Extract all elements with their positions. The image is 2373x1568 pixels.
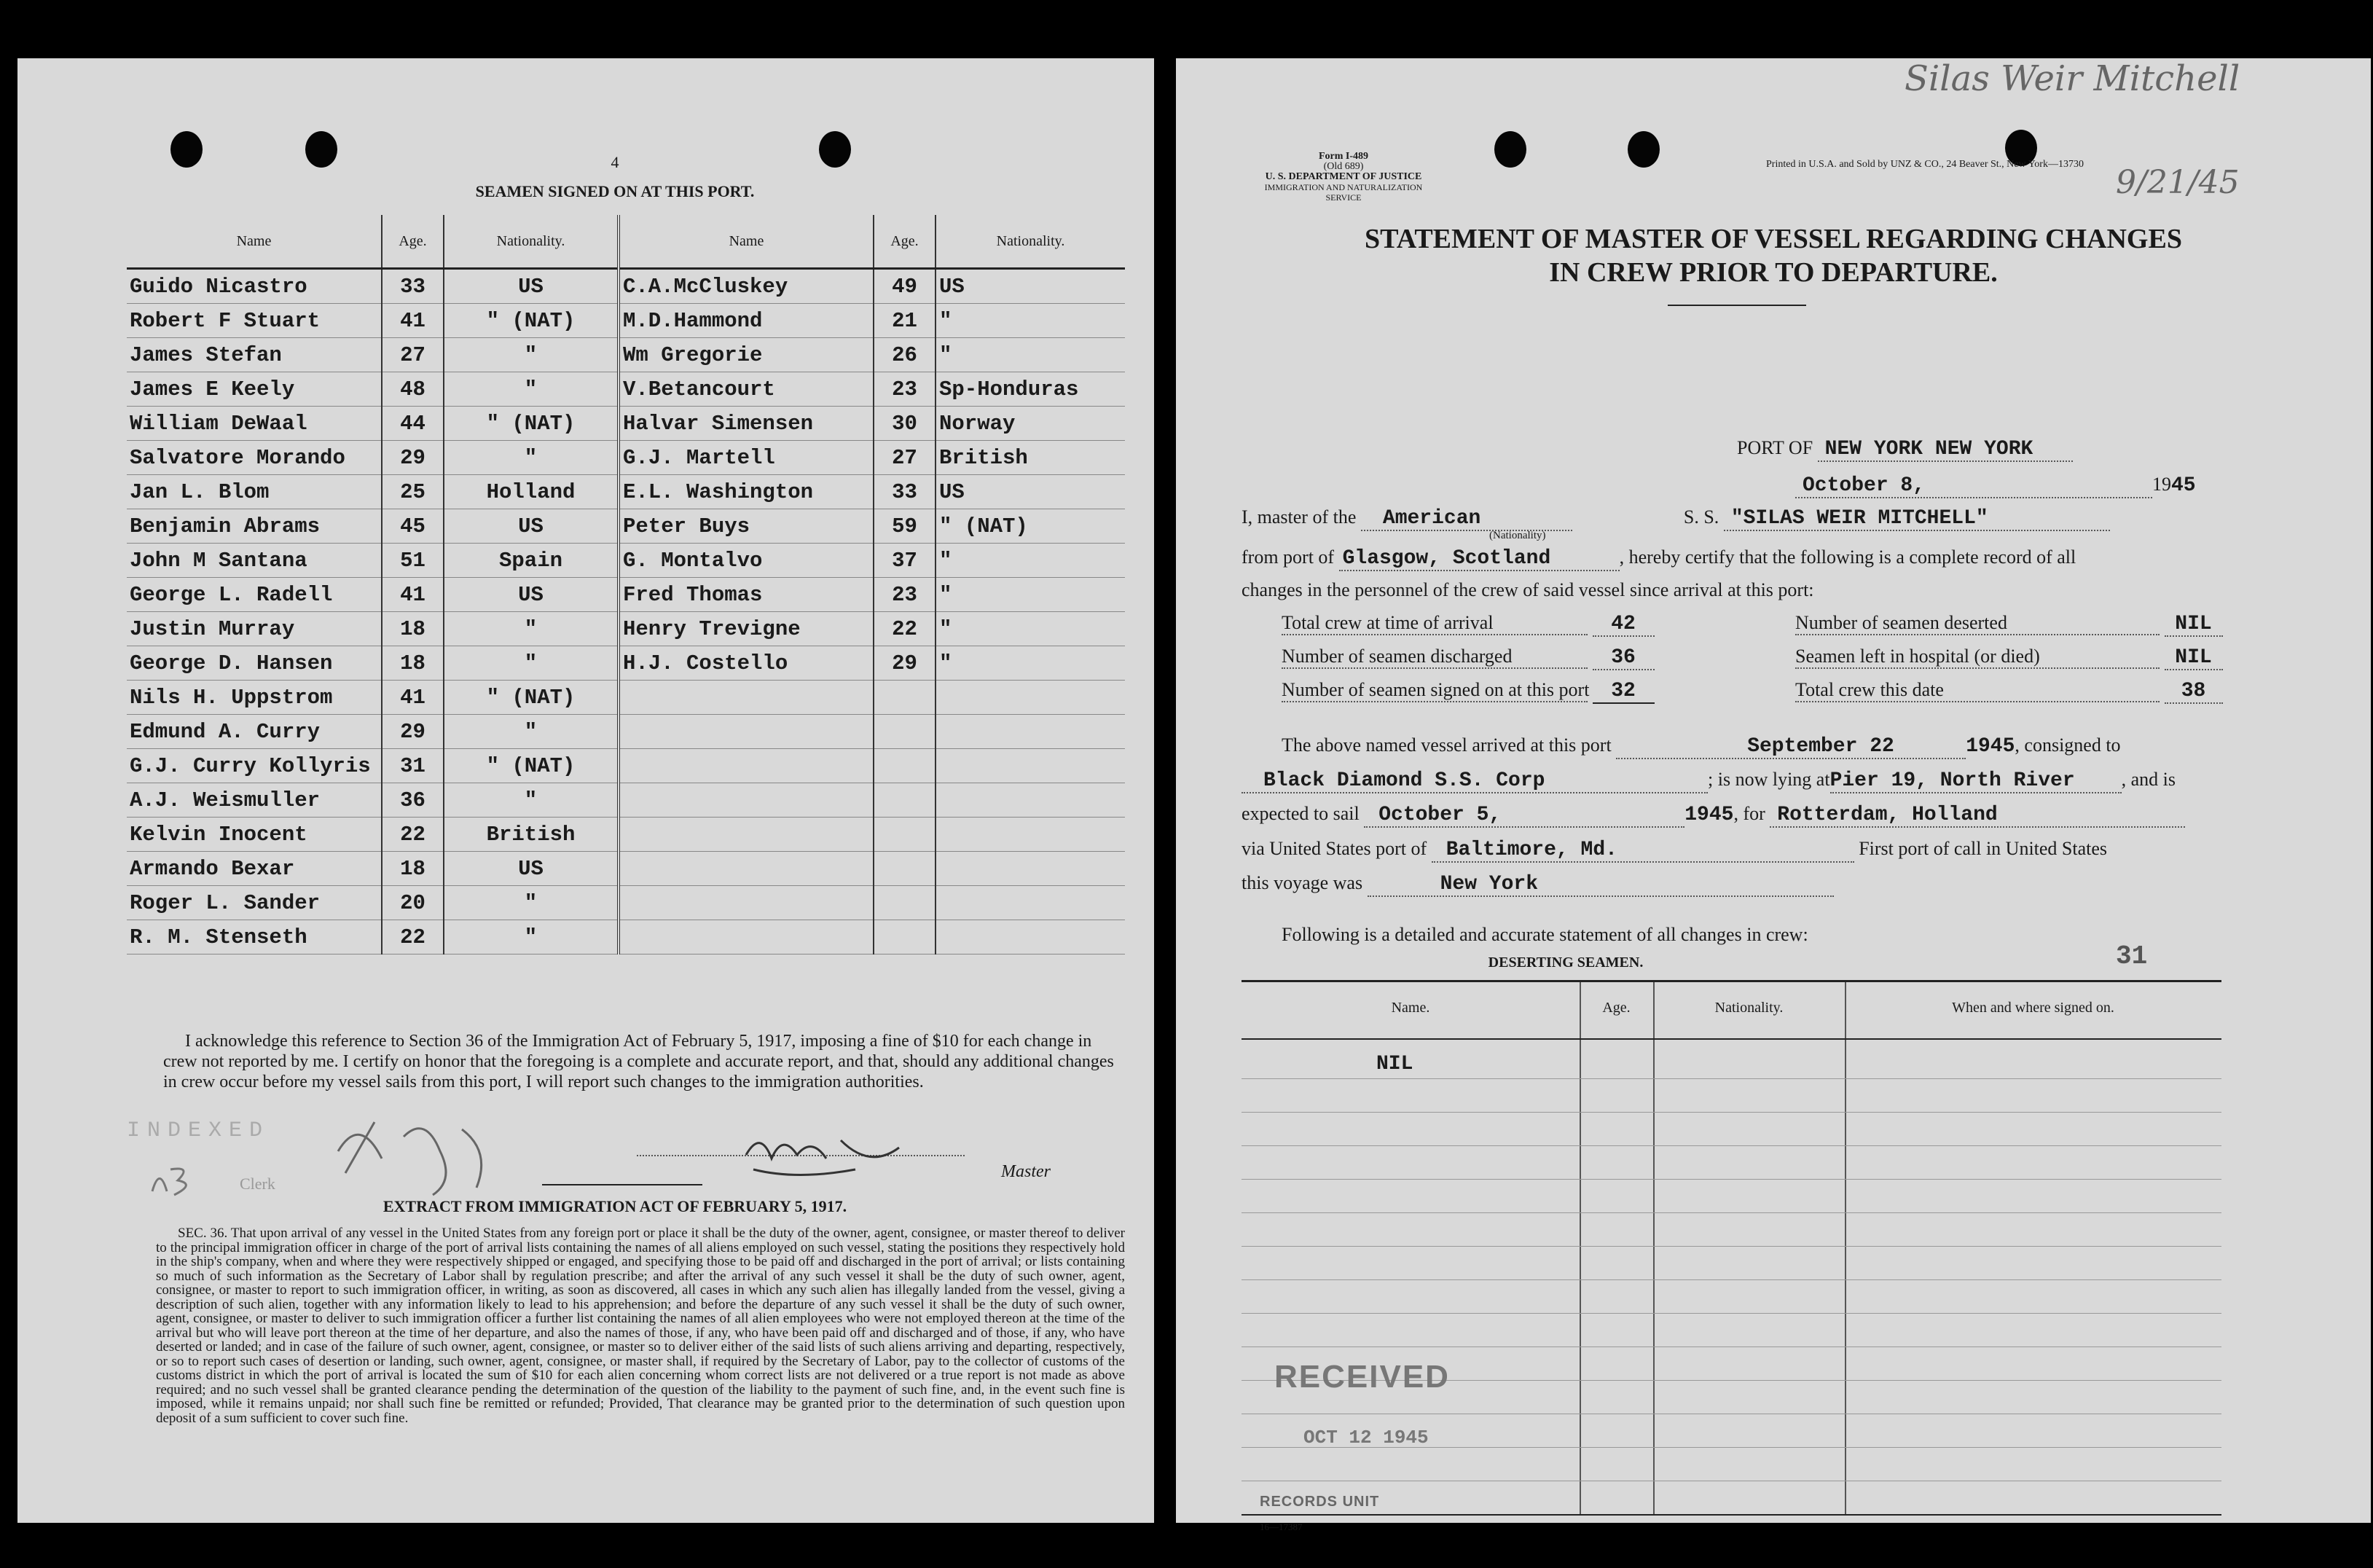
deserted-line (1795, 612, 2223, 637)
crew-nationality-cell (936, 715, 1125, 749)
crew-age-cell: 51 (382, 544, 444, 578)
crew-age-cell: 29 (382, 441, 444, 475)
deserting-header-rule (1242, 1038, 2221, 1040)
form-header (1249, 152, 1438, 203)
crew-age-cell: 49 (874, 269, 936, 304)
crew-name-cell (619, 681, 874, 715)
arrived-value: September 22 (1616, 735, 1966, 759)
deserted-label: Number of seamen deserted (1795, 612, 2160, 635)
discharged-label: Number of seamen discharged (1282, 646, 1588, 669)
consignee-value: Black Diamond S.S. Corp (1242, 769, 1708, 793)
deserting-col-name: Name. (1391, 1000, 1430, 1016)
deserting-col-age: Age. (1602, 1000, 1631, 1016)
table-row (127, 407, 1125, 441)
crew-name-cell: M.D.Hammond (619, 304, 874, 338)
col-header-name: Name (619, 215, 874, 269)
crew-age-cell (874, 715, 936, 749)
page-mark: 31 (2116, 941, 2148, 971)
crew-name-cell: John M Santana (127, 544, 382, 578)
master-of-label: I, master of the (1242, 506, 1357, 528)
crew-nationality-cell: Spain (444, 544, 619, 578)
crew-age-cell: 26 (874, 338, 936, 372)
crew-nationality-cell: " (444, 783, 619, 818)
via-line (1242, 838, 2107, 863)
and-is-text: , and is (2121, 769, 2176, 790)
crew-name-cell (619, 886, 874, 920)
crew-nationality-cell (936, 920, 1125, 954)
crew-nationality-cell: " (936, 646, 1125, 681)
crew-name-cell: H.J. Costello (619, 646, 874, 681)
crew-age-cell: 27 (874, 441, 936, 475)
left-page (17, 58, 1154, 1523)
handwritten-ship-name: Silas Weir Mitchell (1905, 58, 2240, 99)
for-label: , for (1733, 803, 1765, 824)
expected-value: October 5, (1364, 804, 1684, 828)
extract-title: EXTRACT FROM IMMIGRATION ACT OF FEBRUARY 5, 1917. (383, 1197, 847, 1215)
crew-name-cell: Fred Thomas (619, 578, 874, 612)
signed-on-line (1282, 679, 1655, 704)
handwritten-initials (149, 1162, 200, 1199)
crew-age-cell: 22 (382, 818, 444, 852)
arrived-year: 1945 (1966, 735, 2015, 758)
crew-nationality-cell (936, 852, 1125, 886)
printer-line: Printed in U.S.A. and Sold by UNZ & CO., 24 Beaver St., New York—13730 (1766, 159, 2084, 170)
port-of-line (1737, 437, 2073, 462)
lying-label: ; is now lying at (1708, 769, 1830, 790)
crew-name-cell (619, 715, 874, 749)
from-port-line (1242, 546, 2076, 571)
crew-age-cell: 18 (382, 646, 444, 681)
discharged-line (1282, 646, 1655, 670)
right-page (1176, 58, 2371, 1532)
crew-age-cell: 20 (382, 886, 444, 920)
crew-age-cell: 22 (382, 920, 444, 954)
crew-age-cell: 22 (874, 612, 936, 646)
crew-nationality-cell: " (444, 920, 619, 954)
crew-nationality-cell: " (444, 441, 619, 475)
crew-name-cell: Halvar Simensen (619, 407, 874, 441)
signed-on-value: 32 (1593, 680, 1655, 704)
crew-name-cell: George D. Hansen (127, 646, 382, 681)
expected-line (1242, 803, 2185, 828)
via-value: Baltimore, Md. (1432, 839, 1854, 863)
table-row (127, 681, 1125, 715)
crew-nationality-cell: " (936, 578, 1125, 612)
crew-nationality-cell (936, 783, 1125, 818)
date-line (1795, 474, 2196, 498)
signed-on-label: Number of seamen signed on at this port (1282, 679, 1588, 702)
signed-on-table (127, 215, 1125, 954)
table-row (127, 612, 1125, 646)
crew-nationality-cell: British (444, 818, 619, 852)
crew-nationality-cell: " (936, 544, 1125, 578)
table-divider (1653, 982, 1655, 1514)
crew-nationality-cell: " (936, 338, 1125, 372)
signed-on-heading: SEAMEN SIGNED ON AT THIS PORT. (475, 182, 755, 200)
from-port-label: from port of (1242, 546, 1335, 568)
col-header-age: Age. (874, 215, 936, 269)
crew-age-cell (874, 852, 936, 886)
crew-nationality-cell (936, 886, 1125, 920)
crew-name-cell: Benjamin Abrams (127, 509, 382, 544)
table-row (127, 852, 1125, 886)
deserting-row-line (1242, 1279, 2221, 1280)
crew-age-cell: 31 (382, 749, 444, 783)
crew-age-cell: 21 (874, 304, 936, 338)
crew-name-cell: Kelvin Inocent (127, 818, 382, 852)
crew-name-cell: Jan L. Blom (127, 475, 382, 509)
title-line-1: STATEMENT OF MASTER OF VESSEL REGARDING CHANGES (1365, 224, 2182, 254)
punch-hole (1494, 131, 1526, 168)
crew-nationality-cell: Holland (444, 475, 619, 509)
master-label: Master (1001, 1162, 1051, 1181)
ss-label: S. S. (1683, 506, 1719, 528)
table-row (127, 920, 1125, 954)
year-prefix: 19 (2152, 474, 2171, 495)
crew-nationality-cell: " (444, 886, 619, 920)
crew-name-cell: E.L. Washington (619, 475, 874, 509)
deserting-table-bottom (1242, 1514, 2221, 1516)
crew-age-cell (874, 749, 936, 783)
crew-age-cell: 30 (874, 407, 936, 441)
crew-name-cell: William DeWaal (127, 407, 382, 441)
crew-age-cell (874, 681, 936, 715)
crew-name-cell: G. Montalvo (619, 544, 874, 578)
handwritten-date: 9/21/45 (2116, 164, 2240, 201)
table-divider (1845, 982, 1846, 1514)
deserting-row-line (1242, 1212, 2221, 1213)
crew-nationality-cell: US (444, 578, 619, 612)
crew-name-cell (619, 852, 874, 886)
crew-nationality-cell: " (NAT) (444, 749, 619, 783)
acknowledgement-text: I acknowledge this reference to Section 36 of the Immigration Act of February 5, 1917, imposing a fine of $10 for each change in crew not reported by me. I certify on honor that the foregoing is a complete and accurate report, and that, should any additional changes in crew occur before my vessel sails from this port, I will report such changes to the immigration authorities. (163, 1032, 1114, 1091)
handwritten-mark (331, 1108, 520, 1210)
year-value: 45 (2171, 474, 2196, 497)
statement-title (1176, 222, 2371, 289)
table-row (127, 886, 1125, 920)
crew-name-cell: James E Keely (127, 372, 382, 407)
department: U. S. DEPARTMENT OF JUSTICE (1265, 171, 1422, 182)
ship-name: "SILAS WEIR MITCHELL" (1724, 507, 2110, 531)
crew-nationality-cell: US (444, 509, 619, 544)
form-number: Form I-489 (1318, 151, 1369, 162)
total-date-line (1795, 679, 2223, 704)
crew-age-cell: 41 (382, 681, 444, 715)
table-row (127, 578, 1125, 612)
crew-name-cell: Roger L. Sander (127, 886, 382, 920)
date-value: October 8, (1795, 474, 2152, 498)
col-header-name: Name (127, 215, 382, 269)
deserting-value: NIL (1376, 1053, 1413, 1075)
master-signature (739, 1126, 928, 1184)
crew-nationality-cell: " (936, 612, 1125, 646)
port-of-label: PORT OF (1737, 437, 1813, 458)
master-nationality: American (1361, 507, 1572, 531)
consignee-line (1242, 769, 2176, 793)
crew-age-cell: 36 (382, 783, 444, 818)
deserting-table-top (1242, 980, 2221, 982)
crew-name-cell: Edmund A. Curry (127, 715, 382, 749)
crew-age-cell: 29 (874, 646, 936, 681)
crew-age-cell: 29 (382, 715, 444, 749)
first-port-label: First port of call in United States (1859, 838, 2108, 859)
crew-name-cell: C.A.McCluskey (619, 269, 874, 304)
crew-age-cell (874, 886, 936, 920)
via-label: via United States port of (1242, 838, 1427, 859)
crew-name-cell: James Stefan (127, 338, 382, 372)
for-value: Rotterdam, Holland (1770, 804, 2185, 828)
table-row (127, 441, 1125, 475)
crew-nationality-cell (936, 681, 1125, 715)
hospital-label: Seamen left in hospital (or died) (1795, 646, 2160, 669)
table-row (127, 783, 1125, 818)
crew-nationality-cell: British (936, 441, 1125, 475)
crew-nationality-cell: " (936, 304, 1125, 338)
crew-nationality-cell: " (444, 372, 619, 407)
col-header-age: Age. (382, 215, 444, 269)
table-row (127, 749, 1125, 783)
deserting-row-line (1242, 1346, 2221, 1347)
voyage-value: New York (1368, 873, 1834, 897)
consigned-label: , consigned to (2015, 734, 2121, 756)
crew-name-cell: Justin Murray (127, 612, 382, 646)
crew-name-cell: R. M. Stenseth (127, 920, 382, 954)
crew-nationality-cell: " (NAT) (444, 407, 619, 441)
crew-nationality-cell: " (444, 612, 619, 646)
crew-nationality-cell: US (936, 475, 1125, 509)
table-row (127, 269, 1125, 304)
crew-name-cell (619, 749, 874, 783)
crew-name-cell (619, 783, 874, 818)
crew-age-cell (874, 818, 936, 852)
crew-name-cell: Peter Buys (619, 509, 874, 544)
crew-age-cell: 33 (382, 269, 444, 304)
following-text: Following is a detailed and accurate statement of all changes in crew: (1282, 924, 1808, 945)
crew-age-cell: 48 (382, 372, 444, 407)
crew-nationality-cell: Norway (936, 407, 1125, 441)
crew-name-cell: George L. Radell (127, 578, 382, 612)
table-row (127, 372, 1125, 407)
from-port-value: Glasgow, Scotland (1339, 547, 1620, 571)
crew-age-cell: 45 (382, 509, 444, 544)
hospital-line (1795, 646, 2223, 670)
deserting-row-line (1242, 1145, 2221, 1146)
crew-age-cell: 37 (874, 544, 936, 578)
crew-age-cell: 23 (874, 372, 936, 407)
crew-nationality-cell: US (936, 269, 1125, 304)
expected-label: expected to sail (1242, 803, 1360, 824)
table-row (127, 646, 1125, 681)
lying-value: Pier 19, North River (1830, 769, 2122, 793)
deserting-heading: DESERTING SEAMEN. (1488, 954, 1644, 971)
table-row (127, 475, 1125, 509)
crew-age-cell (874, 920, 936, 954)
deserting-row-line (1242, 1179, 2221, 1180)
crew-age-cell (874, 783, 936, 818)
crew-name-cell: V.Betancourt (619, 372, 874, 407)
received-stamp: RECEIVED (1274, 1359, 1450, 1395)
crew-name-cell (619, 920, 874, 954)
crew-nationality-cell (936, 818, 1125, 852)
col-header-nationality: Nationality. (444, 215, 619, 269)
arrived-label: The above named vessel arrived at this port (1282, 734, 1612, 756)
crew-age-cell: 59 (874, 509, 936, 544)
table-divider (1580, 982, 1581, 1514)
crew-name-cell: Guido Nicastro (127, 269, 382, 304)
title-divider (1668, 305, 1806, 306)
indexed-stamp: INDEXED (127, 1118, 270, 1143)
crew-name-cell: Salvatore Morando (127, 441, 382, 475)
crew-name-cell (619, 818, 874, 852)
master-line (1242, 506, 2110, 531)
service: IMMIGRATION AND NATURALIZATION SERVICE (1264, 182, 1423, 203)
crew-nationality-cell: " (NAT) (444, 681, 619, 715)
voyage-line (1242, 872, 1834, 897)
arrived-line (1282, 734, 2121, 759)
crew-age-cell: 41 (382, 578, 444, 612)
crew-nationality-cell (936, 749, 1125, 783)
table-row (127, 715, 1125, 749)
expected-year: 1945 (1684, 804, 1734, 826)
port-of-value: NEW YORK NEW YORK (1818, 438, 2073, 462)
table-row (127, 818, 1125, 852)
deserting-row-line (1242, 1246, 2221, 1247)
crew-name-cell: A.J. Weismuller (127, 783, 382, 818)
crew-age-cell: 18 (382, 612, 444, 646)
deserting-col-when: When and where signed on. (1952, 1000, 2114, 1016)
certify-text: , hereby certify that the following is a complete record of all (1619, 546, 2076, 568)
crew-age-cell: 25 (382, 475, 444, 509)
crew-nationality-cell: " (444, 715, 619, 749)
table-row (127, 338, 1125, 372)
crew-age-cell: 23 (874, 578, 936, 612)
form-old-number: (Old 689) (1323, 161, 1364, 172)
crew-nationality-cell: US (444, 269, 619, 304)
table-row (127, 509, 1125, 544)
deserting-row-line (1242, 1112, 2221, 1113)
total-date-label: Total crew this date (1795, 679, 2160, 702)
crew-name-cell: G.J. Martell (619, 441, 874, 475)
crew-name-cell: Nils H. Uppstrom (127, 681, 382, 715)
discharged-value: 36 (1593, 646, 1655, 670)
page-number: 4 (611, 153, 619, 171)
crew-name-cell: Robert F Stuart (127, 304, 382, 338)
footer-number: 16—17387 (1260, 1521, 1303, 1532)
divider (542, 1184, 702, 1185)
voyage-label: this voyage was (1242, 872, 1363, 893)
punch-hole (1628, 131, 1660, 168)
deserted-value: NIL (2165, 613, 2223, 637)
extract-text: SEC. 36. That upon arrival of any vessel in the United States from any foreign port or place it shall be the duty of the owner, agent, consignee, or master thereof to deliver to the principal immigration officer in charge of the port of arrival lists containing the names of all aliens employed on such vessel, stating the positions they respectively hold in the ship's company, when and where they were respectively shipped or engaged, and specifying those to be paid off and discharged in the port of arrival; or lists containing so much of such information as the Secretary of Labor shall by regulation prescribe; and after the arrival of any such vessel it shall be the duty of such owner, agent, consignee, or master to report to such immigration officer, in writing, as soon as discovered, all cases in which any such alien has illegally landed from the vessel, giving a description of such alien, together with any information likely to lead to his apprehension; and before the departure of any such vessel it shall be the duty of such owner, agent, consignee, or master to deliver to such immigration officer a further list containing the names of all alien employees who were not employed thereon at the time of the arrival but who will leave port thereon at the time of her departure, and also the names of those, if any, who have been paid off and discharged and of those, if any, who have deserted or landed; and in case of the failure of such owner, agent, consignee, or master so to deliver either of the said lists of such aliens arriving and departing, respectively, or so to report such cases of desertion or landing, such owner, agent, consignee, or master shall, if required by the Secretary of Labor, pay to the collector of customs of the customs district in which the port of arrival is located the sum of $10 for each alien concerning whom correct lists are not delivered or a true report is not made as above required; and no such vessel shall be granted clearance pending the determination of the question of the liability to the payment of such fine, and, in the event such fine is imposed, while it remains unpaid; nor shall such fine be remitted or refunded; Provided, That clearance may be granted prior to the determination of such question upon deposit of a sum sufficient to cover such fine. (156, 1226, 1125, 1426)
table-row (127, 544, 1125, 578)
crew-nationality-cell: US (444, 852, 619, 886)
total-date-value: 38 (2165, 680, 2223, 704)
total-arrival-value: 42 (1593, 613, 1655, 637)
title-line-2: IN CREW PRIOR TO DEPARTURE. (1549, 257, 1998, 288)
hospital-value: NIL (2165, 646, 2223, 670)
crew-age-cell: 27 (382, 338, 444, 372)
total-arrival-label: Total crew at time of arrival (1282, 612, 1588, 635)
deserting-row-line (1242, 1078, 2221, 1079)
crew-age-cell: 18 (382, 852, 444, 886)
changes-text: changes in the personnel of the crew of said vessel since arrival at this port: (1242, 579, 1814, 600)
col-header-nationality: Nationality. (936, 215, 1125, 269)
table-row (127, 304, 1125, 338)
clerk-label: Clerk (240, 1175, 275, 1193)
crew-age-cell: 33 (874, 475, 936, 509)
received-date-stamp: OCT 12 1945 (1303, 1427, 1429, 1449)
crew-age-cell: 44 (382, 407, 444, 441)
crew-nationality-cell: " (444, 646, 619, 681)
crew-name-cell: Henry Trevigne (619, 612, 874, 646)
crew-age-cell: 41 (382, 304, 444, 338)
crew-nationality-cell: " (NAT) (936, 509, 1125, 544)
crew-nationality-cell: " (444, 338, 619, 372)
crew-nationality-cell: " (NAT) (444, 304, 619, 338)
crew-name-cell: Armando Bexar (127, 852, 382, 886)
deserting-col-nationality: Nationality. (1714, 1000, 1784, 1016)
nationality-caption: (Nationality) (1489, 530, 1546, 541)
crew-name-cell: G.J. Curry Kollyris (127, 749, 382, 783)
total-arrival-line (1282, 612, 1655, 637)
deserting-row-line (1242, 1313, 2221, 1314)
crew-nationality-cell: Sp-Honduras (936, 372, 1125, 407)
records-unit-stamp: RECORDS UNIT (1260, 1494, 1380, 1510)
crew-name-cell: Wm Gregorie (619, 338, 874, 372)
